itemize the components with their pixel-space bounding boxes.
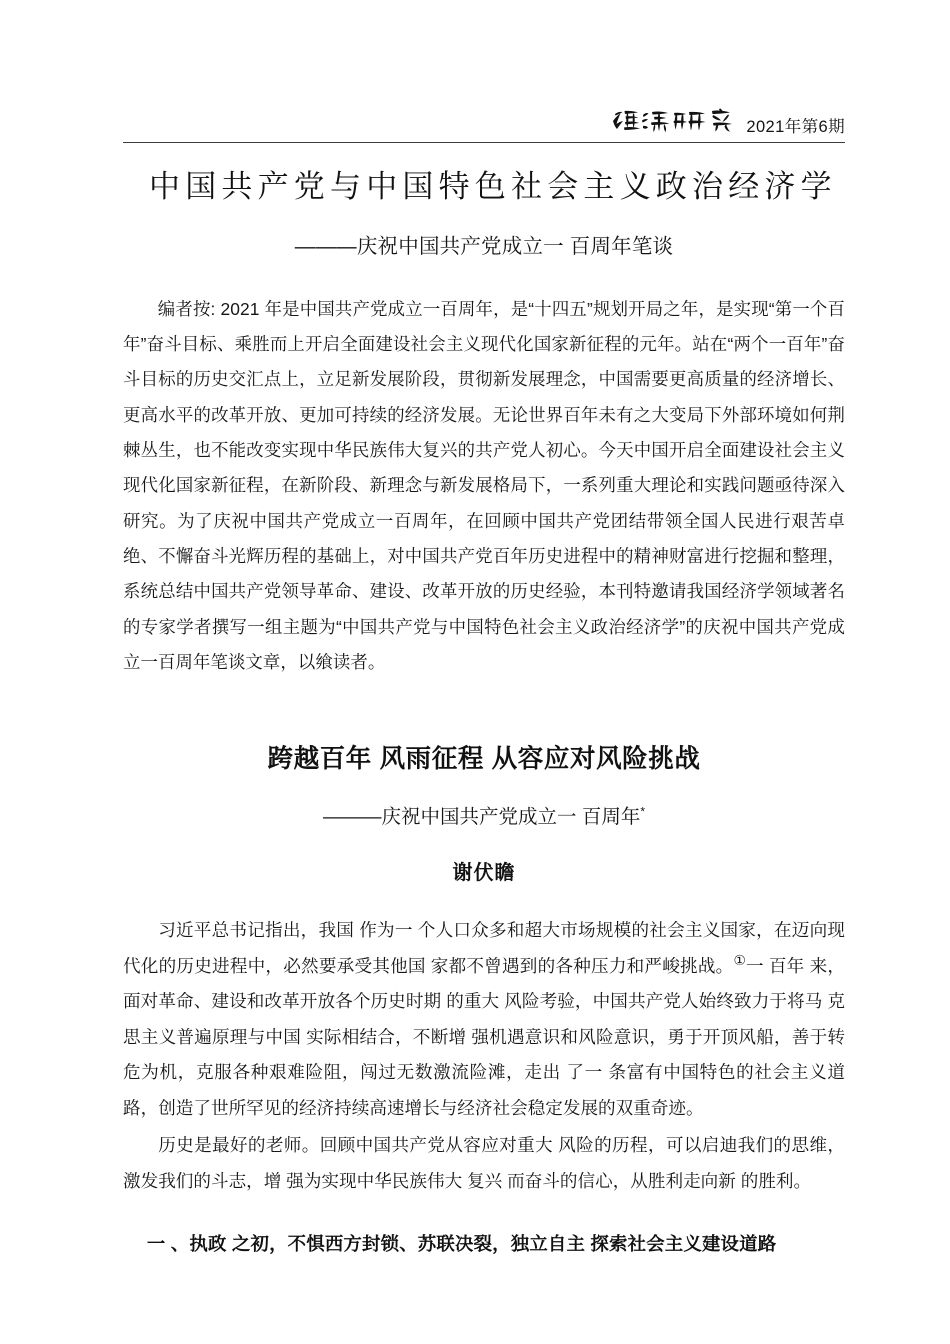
article-title: 跨越百年 风雨征程 从容应对风险挑战 [267, 745, 701, 774]
footnote-marker-asterisk: * [640, 804, 646, 819]
body-paragraph-1-part2: 一 百年 来，面对革命、建设和改革开放各个历史时期 的重大 风险考验，中国共产党人始终致力于将马 克思主义普遍原理与中国 实际相结合，不断增 强机遇意识和风险意识，勇于开顶风船，善于转危为机，克服各种艰难险阻，闯过无数激流险滩，走出 了一 条富有中国特色的社会主义道路，创造了世所罕见的经济持续高速增长与经济社会稳定发展的双重奇迹。 [123, 955, 845, 1118]
issue-label: 2021年第6期 [746, 117, 845, 136]
main-subtitle: ———庆祝中国共产党成立一 百周年笔谈 [294, 235, 674, 259]
page-masthead [123, 0, 845, 143]
journal-logo-icon [610, 103, 742, 137]
article-subtitle [123, 804, 845, 831]
footnote-marker-1: ① [733, 952, 746, 968]
editor-note-paragraph: 编者按: 2021 年是中国共产党成立一百周年，是“十四五”规划开局之年，是实现“第一个百年”奋斗目标、乘胜而上开启全面建设社会主义现代化国家新征程的元年。站在“两个一百年”奋斗目标的历史交汇点上，立足新发展阶段，贯彻新发展理念，中国需要更高质量的经济增长、更高水平的改革开放、更加可持续的经济发展。无论世界百年未有之大变局下外部环境如何荆棘丛生，也不能改变实现中华民族伟大复兴的共产党人初心。今天中国开启全面建设社会主义现代化国家新征程，在新阶段、新理念与新发展格局下，一系列重大理论和实践问题亟待深入研究。为了庆祝中国共产党成立一百周年，在回顾中国共产党团结带领全国人民进行艰苦卓绝、不懈奋斗光辉历程的基础上，对中国共产党百年历史进程中的精神财富进行挖掘和整理，系统总结中国共产党领导革命、建设、改革开放的历史经验，本刊特邀请我国经济学领域著名的专家学者撰写一组主题为“中国共产党与中国特色社会主义政治经济学”的庆祝中国共产党成立一百周年笔谈文章，以飨读者。 [123, 298, 845, 672]
body-paragraph-2: 历史是最好的老师。回顾中国共产党从容应对重大 风险的历程，可以启迪我们的思维，激发我们的斗志，增 强为实现中华民族伟大 复兴 而奋斗的信心，从胜利走向新 的胜利。 [123, 1135, 845, 1192]
page-content [123, 0, 845, 1262]
body-paragraph-1 [123, 913, 845, 1126]
masthead-divider [123, 142, 845, 143]
main-title: 中国共产党与中国特色社会主义政治经济学 [149, 169, 837, 204]
article-subtitle-text: ———庆祝中国共产党成立一 百周年 [322, 806, 641, 828]
article-author: 谢伏瞻 [452, 862, 516, 885]
body-paragraph-1-part1: 习近平总书记指出，我国 作为一 个人口众多和超大市场规模的社会主义国家，在迈向现代化的历史进程中，必然要承受其他国 家都不曾遇到的各种压力和严峻挑战。 [123, 920, 845, 976]
masthead-inner [610, 103, 845, 137]
section-heading-1: 一 、执政 之初，不惧西方封锁、苏联决裂，独立自主 探索社会主义建设道路 [146, 1232, 777, 1254]
